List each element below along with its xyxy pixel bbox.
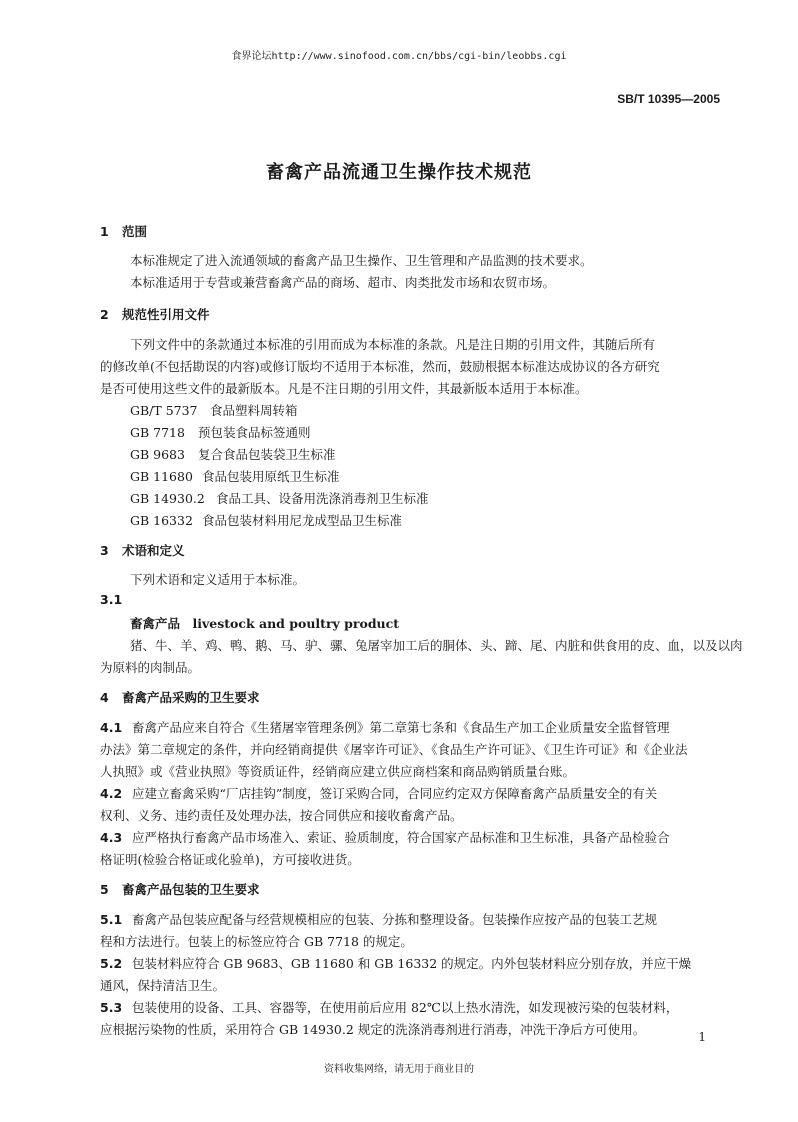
reference-code: GB 7718 (130, 425, 185, 440)
reference-title: 食品工具、设备用洗涤消毒剂卫生标准 (216, 491, 429, 506)
reference-code: GB 9683 (130, 447, 185, 462)
clause-text: 应严格执行畜禽产品市场准入、索证、验质制度，符合国家产品标准和卫生标准，具备产品检验合 (132, 830, 670, 845)
clause-line (100, 954, 691, 972)
paragraph: 权利、义务、违约责任及处理办法，按合同供应和接收畜禽产品。 (100, 808, 463, 823)
clause-line (100, 784, 657, 802)
reference-code: GB 11680 (130, 469, 193, 484)
section-number: 4 (100, 690, 109, 705)
clause-text: 包装使用的设备、工具、容器等，在使用前后应用 82℃以上热水清洗，如发现被污染的包装材料， (132, 1000, 679, 1015)
reference-item (130, 445, 336, 463)
page-number: 1 (698, 1030, 706, 1044)
reference-title: 食品包装材料用尼龙成型品卫生标准 (202, 513, 403, 528)
section-title: 规范性引用文件 (122, 307, 210, 322)
clause-line (100, 828, 670, 846)
section-5-heading (100, 880, 260, 898)
paragraph: 人执照》或《营业执照》等资质证件，经销商应建立供应商档案和商品购销质量台账。 (100, 764, 576, 779)
reference-code: GB/T 5737 (130, 403, 198, 418)
paragraph: 是否可使用这些文件的最新版本。凡是不注日期的引用文件，其最新版本适用于本标准。 (100, 381, 588, 396)
paragraph: 下列文件中的条款通过本标准的引用而成为本标准的条款。凡是注日期的引用文件，其随后所有 (130, 337, 656, 352)
section-number: 3 (100, 543, 109, 558)
paragraph: 下列术语和定义适用于本标准。 (130, 572, 306, 587)
paragraph: 办法》第二章规定的条件，并向经销商提供《屠宰许可证》、《食品生产许可证》、《卫生许可证》和《企业法 (100, 742, 688, 757)
paragraph: 程和方法进行。包装上的标签应符合 GB 7718 的规定。 (100, 934, 413, 949)
clause-number: 5.2 (100, 956, 123, 971)
reference-item (130, 489, 429, 507)
section-2-heading (100, 305, 210, 323)
clause-line (100, 998, 678, 1016)
section-title: 范围 (122, 224, 148, 239)
clause-text: 应建立畜禽采购“厂店挂钩”制度，签订采购合同，合同应约定双方保障畜禽产品质量安全的有关 (132, 786, 658, 801)
section-number: 2 (100, 307, 109, 322)
paragraph: 格证明(检验合格证或化验单)，方可接收进货。 (100, 852, 360, 867)
section-number: 5 (100, 882, 109, 897)
section-title: 术语和定义 (122, 543, 185, 558)
clause-number: 5.3 (100, 1000, 123, 1015)
reference-item (130, 467, 340, 485)
clause-number: 4.1 (100, 720, 123, 735)
reference-item (130, 423, 311, 441)
term-heading: 畜禽产品 livestock and poultry product (130, 616, 400, 631)
standard-code: SB/T 10395—2005 (617, 92, 720, 106)
paragraph: 应根据污染物的性质，采用符合 GB 14930.2 规定的洗涤消毒剂进行消毒，冲洗干净后方可使用。 (100, 1022, 646, 1037)
section-4-heading (100, 688, 260, 706)
page-title: 畜禽产品流通卫生操作技术规范 (266, 162, 532, 183)
reference-title: 预包装食品标签通则 (198, 425, 311, 440)
paragraph: 本标准适用于专营或兼营畜禽产品的商场、超市、肉类批发市场和农贸市场。 (130, 275, 556, 290)
reference-title: 食品塑料周转箱 (210, 403, 298, 418)
reference-title: 食品包装用原纸卫生标准 (202, 469, 340, 484)
section-title: 畜禽产品包装的卫生要求 (122, 882, 260, 897)
clause-text: 包装材料应符合 GB 9683、GB 11680 和 GB 16332 的规定。内外包装材料应分别存放，并应干燥 (132, 956, 692, 971)
section-number: 1 (100, 224, 109, 239)
paragraph: 本标准规定了进入流通领域的畜禽产品卫生操作、卫生管理和产品监测的技术要求。 (130, 253, 593, 268)
paragraph: 猪、牛、羊、鸡、鸭、鹅、马、驴、骡、兔屠宰加工后的胴体、头、蹄、尾、内脏和供食用的皮、血，以及以肉 (130, 638, 743, 653)
section-3-heading (100, 541, 185, 559)
clause-number: 3.1 (100, 592, 123, 607)
reference-code: GB 16332 (130, 513, 193, 528)
section-1-heading (100, 222, 147, 240)
clause-line (100, 910, 657, 928)
paragraph: 通风，保持清洁卫生。 (100, 978, 226, 993)
clause-text: 畜禽产品包装应配备与经营规模相应的包装、分拣和整理设备。包装操作应按产品的包装工艺规 (132, 912, 658, 927)
clause-number: 4.3 (100, 830, 123, 845)
paragraph: 的修改单(不包括勘误的内容)或修订版均不适用于本标准，然而，鼓励根据本标准达成协议的各方研究 (100, 359, 660, 374)
clause-text: 畜禽产品应来自符合《生猪屠宰管理条例》第二章第七条和《食品生产加工企业质量安全监督管理 (132, 720, 670, 735)
reference-title: 复合食品包装袋卫生标准 (198, 447, 336, 462)
reference-code: GB 14930.2 (130, 491, 205, 506)
reference-item (130, 401, 298, 419)
paragraph: 为原料的肉制品。 (100, 660, 201, 675)
clause-number: 4.2 (100, 786, 123, 801)
section-title: 畜禽产品采购的卫生要求 (122, 690, 260, 705)
reference-item (130, 511, 402, 529)
footer-note: 资料收集网络，请无用于商业目的 (324, 1064, 474, 1075)
clause-number: 5.1 (100, 912, 123, 927)
clause-line (100, 718, 670, 736)
source-note: 食界论坛http://www.sinofood.com.cn/bbs/cgi-bin/leobbs.cgi (231, 51, 567, 62)
